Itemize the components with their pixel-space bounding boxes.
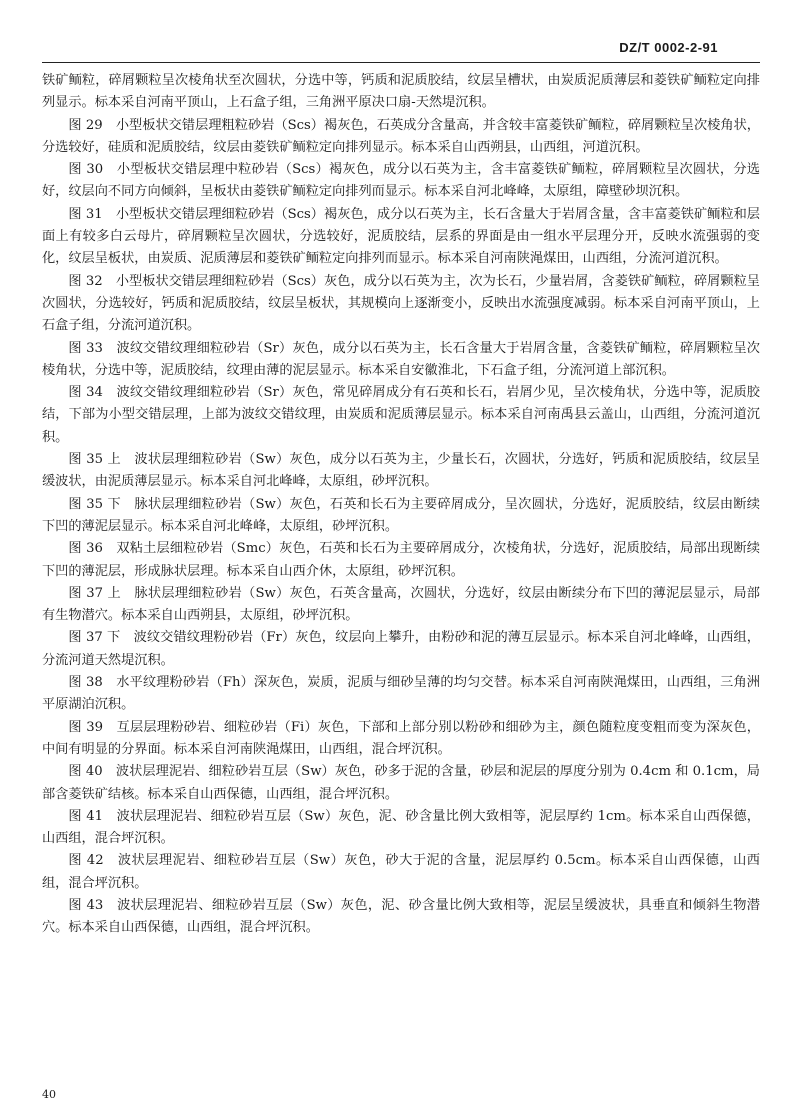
- figure-caption-38: 图 38 水平纹理粉砂岩（Fh）深灰色，炭质，泥质与细砂呈薄的均匀交替。标本采自河南陕渑煤田，山西组，三角洲平原湖泊沉积。: [42, 675, 760, 713]
- figure-caption-35-bottom: 图 35 下 脉状层理细粒砂岩（Sw）灰色，石英和长石为主要碎屑成分，呈次圆状，分选好，泥质胶结，纹层由断续下凹的薄泥层显示。标本采自河北峰峰，太原组，砂坪沉积。: [42, 496, 760, 534]
- document-body: [42, 70, 760, 940]
- figure-caption-31: 图 31 小型板状交错层理细粒砂岩（Scs）褐灰色，成分以石英为主，长石含量大于岩屑含量，含丰富菱铁矿鲕粒和层面上有较多白云母片，碎屑颗粒呈次圆状，分选较好，泥质胶结，层系的界面是由一组水平层理分开，反映水流强弱的变化，纹层呈板状，由炭质、泥质薄层和菱铁矿鲕粒定向排列而显示。标本采自河南陕渑煤田，山西组，分流河道沉积。: [42, 206, 760, 267]
- figure-caption-36: 图 36 双粘土层细粒砂岩（Smc）灰色，石英和长石为主要碎屑成分，次棱角状，分选好，泥质胶结，局部出现断续下凹的薄泥层，形成脉状层理。标本采自山西介休，太原组，砂坪沉积。: [42, 541, 760, 579]
- figure-caption-43: 图 43 波状层理泥岩、细粒砂岩互层（Sw）灰色，泥、砂含量比例大致相等，泥层呈缓波状，具垂直和倾斜生物潜穴。标本采自山西保德，山西组，混合坪沉积。: [42, 897, 760, 936]
- figure-caption-35-top: 图 35 上 波状层理细粒砂岩（Sw）灰色，成分以石英为主，少量长石，次圆状，分选好，钙质和泥质胶结，纹层呈缓波状，由泥质薄层显示。标本采自河北峰峰，太原组，砂坪沉积。: [42, 452, 760, 490]
- figure-caption-30: 图 30 小型板状交错层理中粒砂岩（Scs）褐灰色，成分以石英为主，含丰富菱铁矿鲕粒，碎屑颗粒呈次圆状，分选好，纹层向不同方向倾斜，呈板状由菱铁矿鲕粒定向排列而显示。标本采自河北峰峰，太原组，障壁砂坝沉积。: [42, 162, 760, 200]
- figure-caption-37-top: 图 37 上 脉状层理细粒砂岩（Sw）灰色，石英含量高，次圆状，分选好，纹层由断续分布下凹的薄泥层显示，局部有生物潜穴。标本采自山西朔县，太原组，砂坪沉积。: [42, 585, 760, 624]
- figure-caption-39: 图 39 互层层理粉砂岩、细粒砂岩（Fi）灰色，下部和上部分别以粉砂和细砂为主，颜色随粒度变粗而变为深灰色，中间有明显的分界面。标本采自河南陕渑煤田，山西组，混合坪沉积。: [42, 719, 760, 757]
- paragraph-continuation: 铁矿鲕粒，碎屑颗粒呈次棱角状至次圆状，分选中等，钙质和泥质胶结，纹层呈槽状，由炭质泥质薄层和菱铁矿鲕粒定向排列显示。标本采自河南平顶山，上石盒子组，三角洲平原决口扇-天然堤沉积。: [42, 73, 760, 111]
- figure-caption-42: 图 42 波状层理泥岩、细粒砂岩互层（Sw）灰色，砂大于泥的含量，泥层厚约 0.5cm。标本采自山西保德，山西组，混合坪沉积。: [42, 853, 760, 891]
- figure-caption-33: 图 33 波纹交错纹理细粒砂岩（Sr）灰色，成分以石英为主，长石含量大于岩屑含量，含菱铁矿鲕粒，碎屑颗粒呈次棱角状，分选中等，泥质胶结，纹理由薄的泥层显示。标本采自安徽淮北，下石盒子组，分流河道上部沉积。: [42, 340, 760, 378]
- figure-caption-37-bottom: 图 37 下 波纹交错纹理粉砂岩（Fr）灰色，纹层向上攀升，由粉砂和泥的薄互层显示。标本采自河北峰峰，山西组，分流河道天然堤沉积。: [42, 630, 760, 668]
- standard-code-header: DZ/T 0002-2-91: [619, 40, 718, 55]
- figure-caption-32: 图 32 小型板状交错层理细粒砂岩（Scs）灰色，成分以石英为主，次为长石，少量岩屑，含菱铁矿鲕粒，碎屑颗粒呈次圆状，分选较好，钙质和泥质胶结，纹层呈板状，其规模向上逐渐变小，反映出水流强度减弱。标本采自河南平顶山，上石盒子组，分流河道沉积。: [42, 273, 760, 334]
- header-rule: [42, 62, 760, 63]
- page-number: 40: [42, 1088, 56, 1101]
- figure-caption-34: 图 34 波纹交错纹理细粒砂岩（Sr）灰色，常见碎屑成分有石英和长石，岩屑少见，呈次棱角状，分选中等，泥质胶结，下部为小型交错层理，上部为波纹交错纹理，由炭质和泥质薄层显示。标本采自河南禹县云盖山，山西组，分流河道沉积。: [42, 385, 760, 445]
- figure-caption-29: 图 29 小型板状交错层理粗粒砂岩（Scs）褐灰色，石英成分含量高，并含较丰富菱铁矿鲕粒，碎屑颗粒呈次棱角状，分选较好，硅质和泥质胶结，纹层由菱铁矿鲕粒定向排列显示。标本采自山西朔县，山西组，河道沉积。: [42, 117, 760, 155]
- figure-caption-41: 图 41 波状层理泥岩、细粒砂岩互层（Sw）灰色，泥、砂含量比例大致相等，泥层厚约 1cm。标本采自山西保德，山西组，混合坪沉积。: [42, 808, 760, 847]
- figure-caption-40: 图 40 波状层理泥岩、细粒砂岩互层（Sw）灰色，砂多于泥的含量，砂层和泥层的厚度分别为 0.4cm 和 0.1cm，局部含菱铁矿结核。标本采自山西保德，山西组，混合坪沉积。: [42, 764, 760, 802]
